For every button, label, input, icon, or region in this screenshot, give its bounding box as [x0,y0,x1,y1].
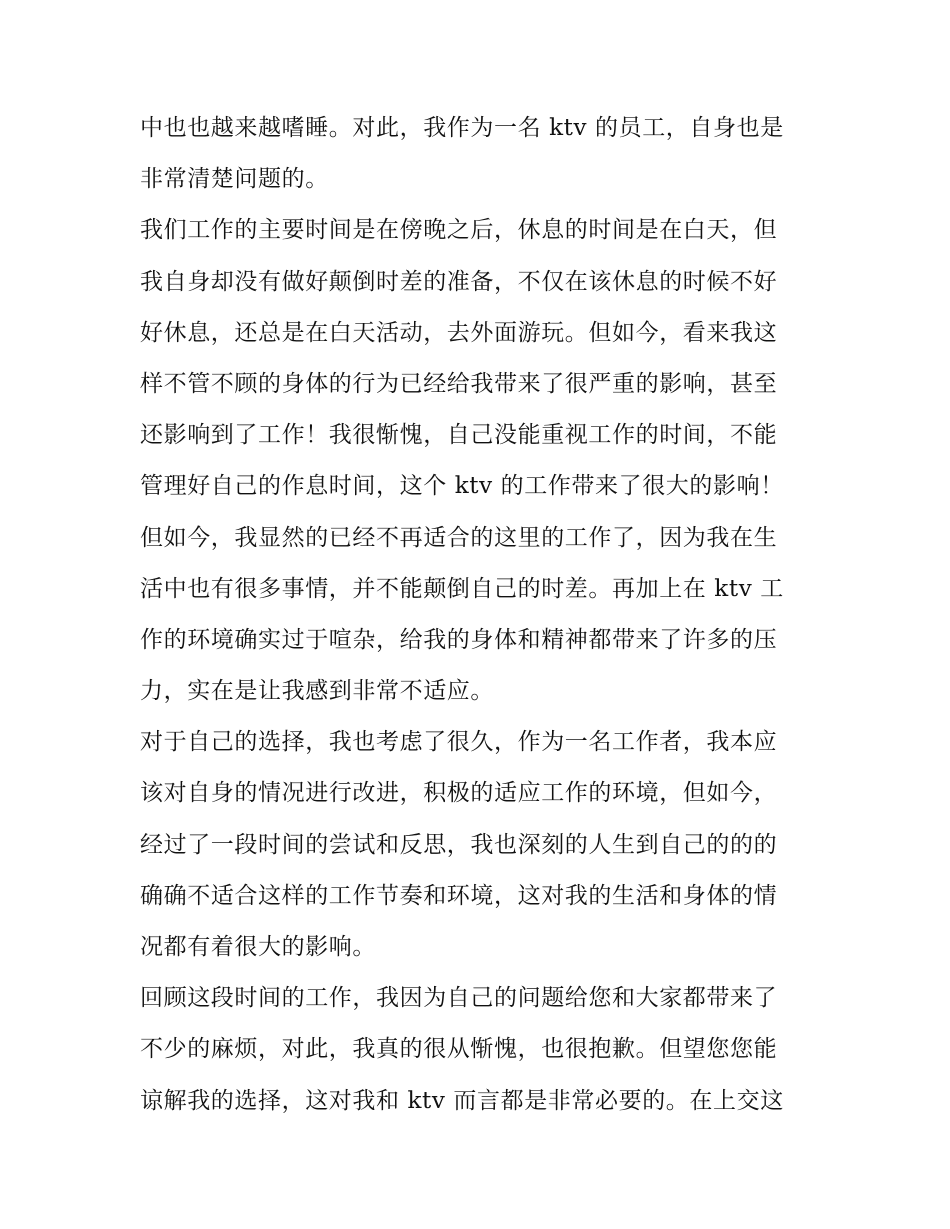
text-line: 非常清楚问题的。 [140,166,329,193]
text-line: 还影响到了工作！我很惭愧，自己没能重视工作的时间，不能 [140,422,778,449]
text-line: 谅解我的选择，这对我和 ktv 而言都是非常必要的。在上交这 [140,1087,784,1114]
text-line: 中也也越来越嗜睡。对此，我作为一名 ktv 的员工，自身也是 [140,115,784,141]
text-line: 对于自己的选择，我也考虑了很久，作为一名工作者，我本应 [140,729,778,756]
text-line: 不少的麻烦，对此，我真的很从惭愧，也很抱歉。但望您您能 [140,1036,778,1063]
text-line: 回顾这段时间的工作，我因为自己的问题给您和大家都带来了 [140,985,778,1012]
text-line: 活中也有很多事情，并不能颠倒自己的时差。再加上在 ktv 工 [140,575,784,602]
text-line: 确确不适合这样的工作节奏和环境，这对我的生活和身体的情 [140,882,778,909]
text-line: 我们工作的主要时间是在傍晚之后，休息的时间是在白天，但 [140,217,778,244]
text-line: 作的环境确实过于喧杂，给我的身体和精神都带来了许多的压 [140,626,778,653]
text-line: 我自身却没有做好颠倒时差的准备，不仅在该休息的时候不好 [140,268,778,295]
text-line: 好休息，还总是在白天活动，去外面游玩。但如今，看来我这 [140,319,778,346]
text-line: 该对自身的情况进行改进，积极的适应工作的环境，但如今， [140,780,778,807]
text-line: 样不管不顾的身体的行为已经给我带来了很严重的影响，甚至 [140,370,778,397]
text-line: 力，实在是让我感到非常不适应。 [140,678,494,705]
text-line: 经过了一段时间的尝试和反思，我也深刻的人生到自己的的的 [140,831,778,858]
text-line: 管理好自己的作息时间，这个 ktv 的工作带来了很大的影响！ [140,473,784,500]
document-body [140,103,820,1127]
text-line: 况都有着很大的影响。 [140,934,376,960]
text-line: 但如今，我显然的已经不再适合的这里的工作了，因为我在生 [140,524,778,551]
